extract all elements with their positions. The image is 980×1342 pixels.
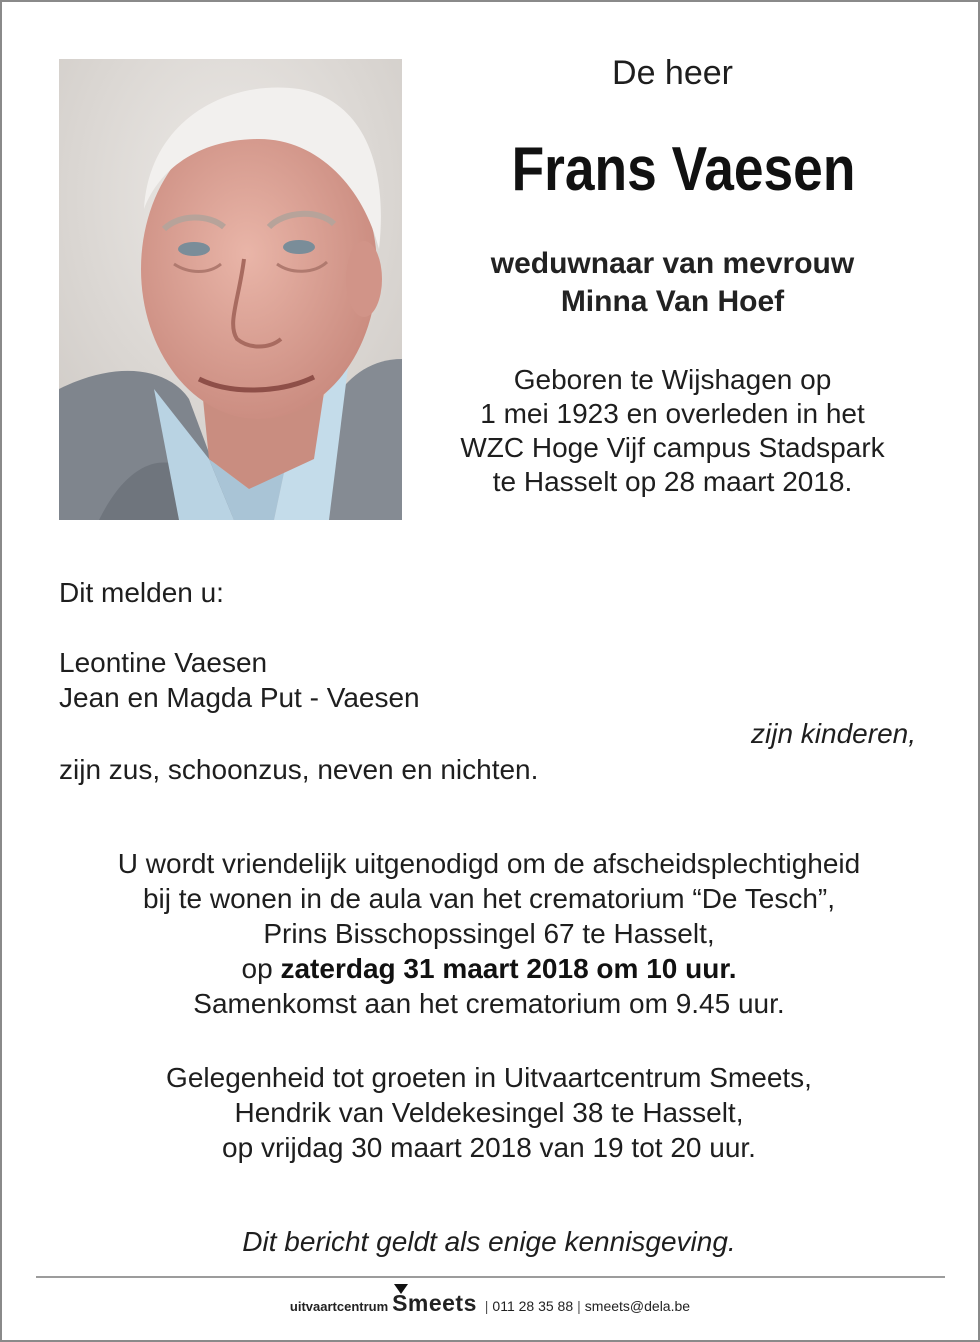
separator: | <box>484 1298 489 1314</box>
ceremony-date-prefix: op <box>241 953 281 984</box>
visitation-line: Gelegenheid tot groeten in Uitvaartcentrum Smeets, <box>166 1062 812 1093</box>
birth-line: te Hasselt op 28 maart 2018. <box>492 466 853 497</box>
visitation-details <box>30 1060 948 1165</box>
brand-name: Smeets <box>392 1290 477 1316</box>
visitation-line: Hendrik van Veldekesingel 38 te Hasselt, <box>234 1097 744 1128</box>
ceremony-date-line <box>30 951 948 986</box>
child-name: Jean en Magda Put - Vaesen <box>59 682 420 713</box>
children-relation: zijn kinderen, <box>751 718 916 749</box>
brand-label: uitvaartcentrum <box>289 1299 389 1314</box>
ceremony-invitation <box>30 846 948 1021</box>
portrait-illustration <box>59 59 402 520</box>
birth-line: Geboren te Wijshagen op <box>513 364 832 395</box>
portrait-photo <box>59 59 402 520</box>
ceremony-line: Samenkomst aan het crematorium om 9.45 uur. <box>193 988 785 1019</box>
children-list <box>59 645 420 715</box>
ceremony-date: zaterdag 31 maart 2018 om 10 uur. <box>280 953 737 984</box>
salutation: De heer <box>612 54 733 92</box>
birth-line: 1 mei 1923 en overleden in het <box>480 398 865 429</box>
widower-line: weduwnaar van mevrouw <box>490 247 855 280</box>
ceremony-line: bij te wonen in de aula van het crematorium “De Tesch”, <box>142 883 836 914</box>
other-relatives: zijn zus, schoonzus, neven en nichten. <box>59 754 539 785</box>
email-address[interactable]: smeets@dela.be <box>584 1298 691 1314</box>
visitation-line: op vrijdag 30 maart 2018 van 19 tot 20 uur. <box>222 1132 756 1163</box>
ceremony-line: U wordt vriendelijk uitgenodigd om de afscheidsplechtigheid <box>117 848 861 879</box>
footer-divider <box>36 1276 945 1278</box>
phone-number: 011 28 35 88 <box>492 1298 574 1314</box>
spouse-name: Minna Van Hoef <box>560 285 785 318</box>
ceremony-line: Prins Bisschopssingel 67 te Hasselt, <box>263 918 715 949</box>
deceased-name: Frans Vaesen <box>511 135 856 204</box>
birth-line: WZC Hoge Vijf campus Stadspark <box>460 432 885 463</box>
child-name: Leontine Vaesen <box>59 647 268 678</box>
birth-death-details <box>420 363 925 499</box>
funeral-home-footer <box>0 1290 980 1317</box>
separator: | <box>577 1298 581 1314</box>
spouse-block <box>420 245 925 321</box>
notice-text: Dit bericht geldt als enige kennisgeving. <box>242 1226 736 1257</box>
announce-heading: Dit melden u: <box>59 577 224 608</box>
